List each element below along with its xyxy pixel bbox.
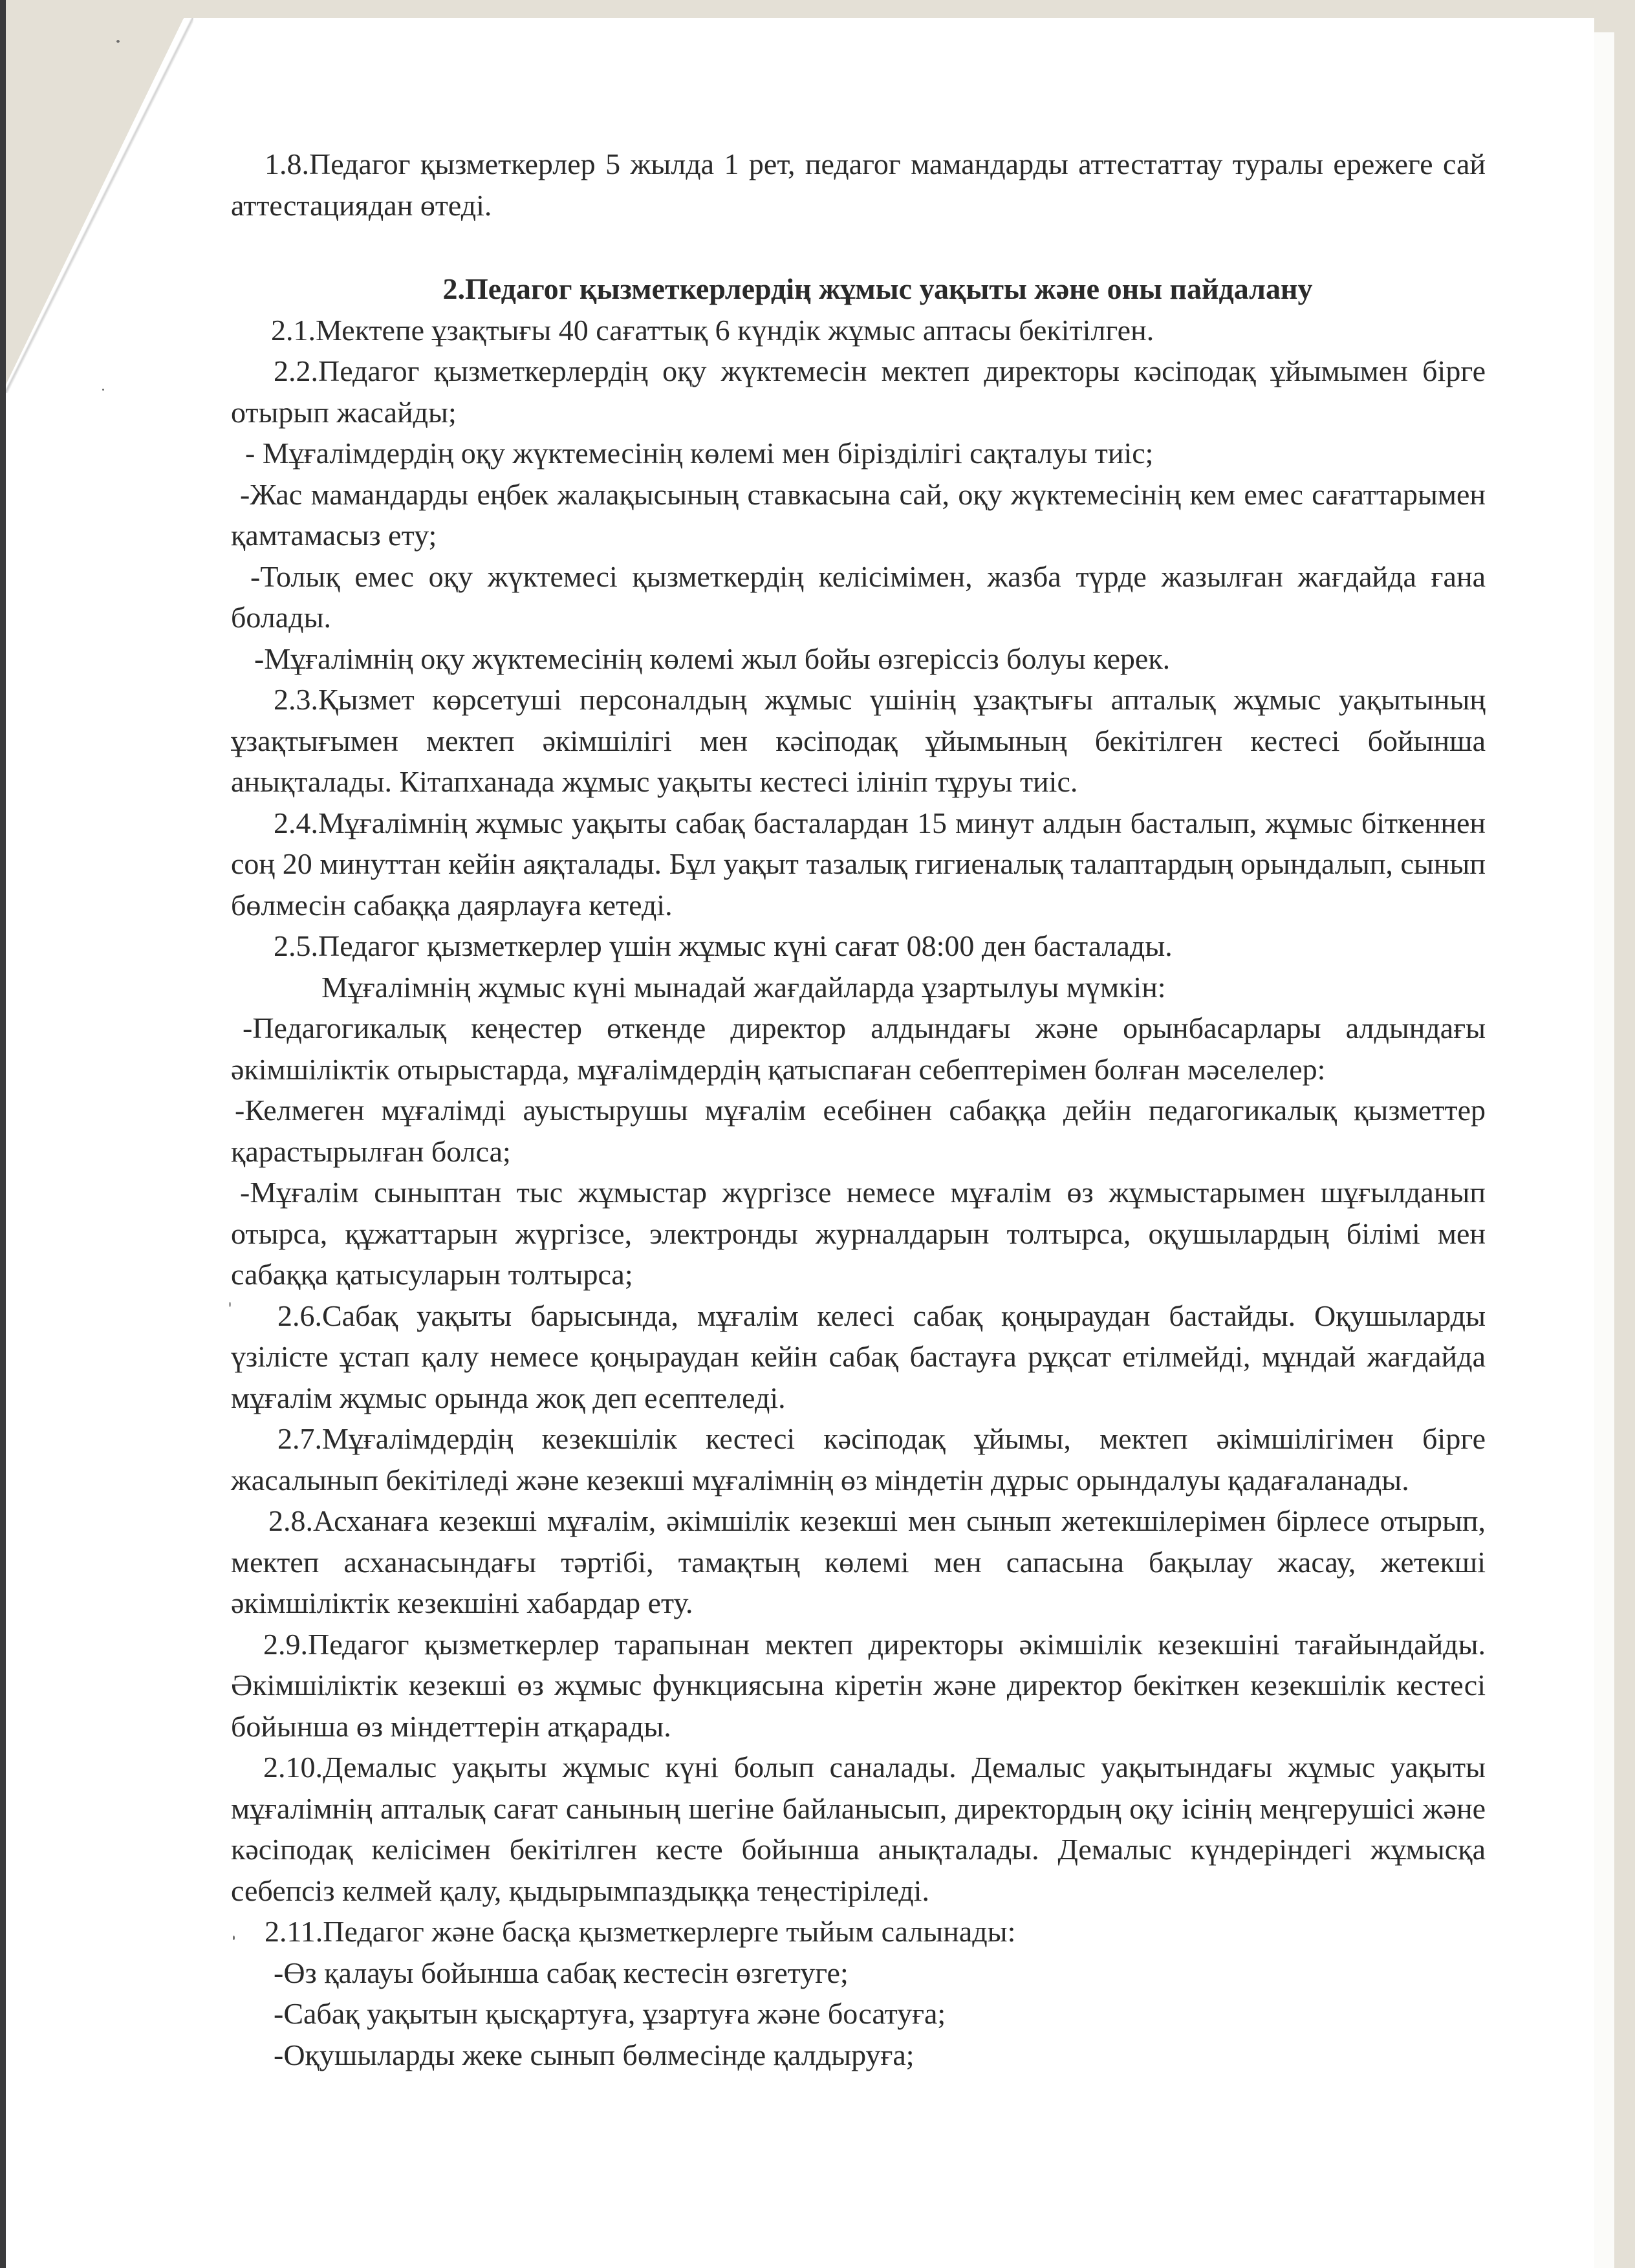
paragraph: 2.5.Педагог қызметкерлер үшін жұмыс күні сағат 08:00 ден басталады. — [274, 929, 1173, 962]
paragraph: 2.10.Демалыс уақыты жұмыс күні болып саналады. Демалыс уақытындағы жұмыс уақыты мұғалімнің апталық сағат санының шегіне байланысып, директордың оқу ісінің меңгерушісі және кәсіподақ келісімен бекітілген кесте бойынша анықталады. Демалыс күндеріндегі жұмысқа себепсіз келмей қалу, қыдырымпаздыққа теңестіріледі. — [231, 1751, 1486, 1907]
scan-dust-mark — [116, 40, 120, 43]
section-heading: 2.Педагог қызметкерлердің жұмыс уақыты және оны пайдалану — [442, 272, 1313, 305]
paragraph: - Мұғалімдердің оқу жүктемесінің көлемі мен біріздiлiгі сақталуы тиіс; — [245, 437, 1154, 470]
paragraph: 2.3.Қызмет көрсетуші персоналдың жұмыс үшінің ұзақтығы апталық жұмыс уақытының ұзақтығымен мектеп әкімшілігі мен кәсіподақ ұйымының бекітілген кестесі бойынша анықталады. Кітапханада жұмыс уақыты кестесі ілініп тұруы тиіс. — [231, 683, 1486, 798]
paragraph: -Педагогикалық кеңестер өткенде директор алдындағы және орынбасарлары алдындағы әкімшіліктік отырыстарда, мұғалімдердің қатыспаған себептерімен болған мәселелер: — [231, 1011, 1486, 1086]
paragraph: 2.9.Педагог қызметкерлер тарапынан мектеп директоры әкімшілік кезекшіні тағайындайды. Әкімшіліктік кезекші өз жұмыс функциясына кіретін және директор бекіткен кезекшілік кестесі бойынша өз міндеттерін атқарады. — [231, 1627, 1486, 1743]
paragraph: Мұғалімнің жұмыс күні мынадай жағдайларда ұзартылуы мүмкін: — [321, 970, 1166, 1004]
paragraph: 1.8.Педагог қызметкерлер 5 жылда 1 рет, педагог мамандарды аттестаттау туралы ережеге сай аттестациядан өтеді. — [231, 147, 1486, 222]
paragraph: 2.1.Мектепе ұзақтығы 40 сағаттық 6 күндік жұмыс аптасы бекітілген. — [271, 313, 1154, 347]
paragraph: 2.4.Мұғалімнің жұмыс уақыты сабақ басталардан 15 минут алдын басталып, жұмыс біткеннен соң 20 минуттан кейін аяқталады. Бұл уақыт тазалық гигиеналық талаптардың орындалып, сынып бөлмесін сабаққа даярлауға кетеді. — [231, 806, 1486, 922]
paragraph: 2.11.Педагог және басқа қызметкерлерге тыйым салынады: — [265, 1915, 1016, 1948]
paragraph: -Келмеген мұғалімді ауыстырушы мұғалім есебінен сабаққа дейін педагогикалық қызметтер қарастырылған болса; — [231, 1094, 1486, 1168]
scanner-edge-strip — [0, 0, 6, 2268]
paragraph: -Сабақ уақытын қысқартуға, ұзартуға және босатуға; — [274, 1997, 946, 2030]
paragraph: 2.7.Мұғалімдердің кезекшілік кестесі кәсіподақ ұйымы, мектеп әкімшілігімен бірге жасалынып бекітіледі және кезекші мұғалімнің өз міндетін дұрыс орындалуы қадағаланады. — [231, 1422, 1486, 1496]
paragraph: 2.8.Асханаға кезекші мұғалім, әкімшілік кезекші мен сынып жетекшілерімен бірлесе отырып, мектеп асханасындағы тәртібі, тамақтың көлемі мен сапасына бақылау жасау, жетекші әкімшіліктік кезекшіні хабардар ету. — [231, 1504, 1486, 1619]
paragraph: -Жас мамандарды еңбек жалақысының ставкасына сай, оқу жүктемесінің кем емес сағаттарымен қамтамасыз ету; — [231, 477, 1486, 552]
paragraph: -Толық емес оқу жүктемесі қызметкердің келісімімен, жазба түрде жазылған жағдайда ғана болады. — [231, 559, 1486, 634]
scan-dust-mark — [102, 389, 104, 391]
paragraph: -Оқушыларды жеке сынып бөлмесінде қалдыруға; — [274, 2038, 915, 2071]
paragraph: 2.2.Педагог қызметкерлердің оқу жүктемесін мектеп директоры кәсіподақ ұйымымен бірге отырып жасайды; — [231, 354, 1486, 429]
document-body — [231, 144, 1486, 2075]
paragraph: -Мұғалім сыныптан тыс жұмыстар жүргізсе немесе мұғалім өз жұмыстарымен шұғылданып отырса, құжаттарын жүргізсе, электронды журналдарын толтырса, оқушылардың білімі мен сабаққа қатысуларын толтырса; — [231, 1176, 1486, 1291]
paragraph: -Өз қалауы бойынша сабақ кестесін өзгетуге; — [274, 1956, 849, 1989]
paragraph: 2.6.Сабақ уақыты барысында, мұғалім келесі сабақ қоңыраудан бастайды. Оқушыларды үзілісте ұстап қалу немесе қоңыраудан кейін сабақ бастауға рұқсат етілмейді, мұндай жағдайда мұғалім жұмыс орында жоқ деп есептеледі. — [231, 1299, 1486, 1414]
paragraph: -Мұғалімнің оқу жүктемесінің көлемі жыл бойы өзгеріссіз болуы керек. — [254, 642, 1171, 675]
